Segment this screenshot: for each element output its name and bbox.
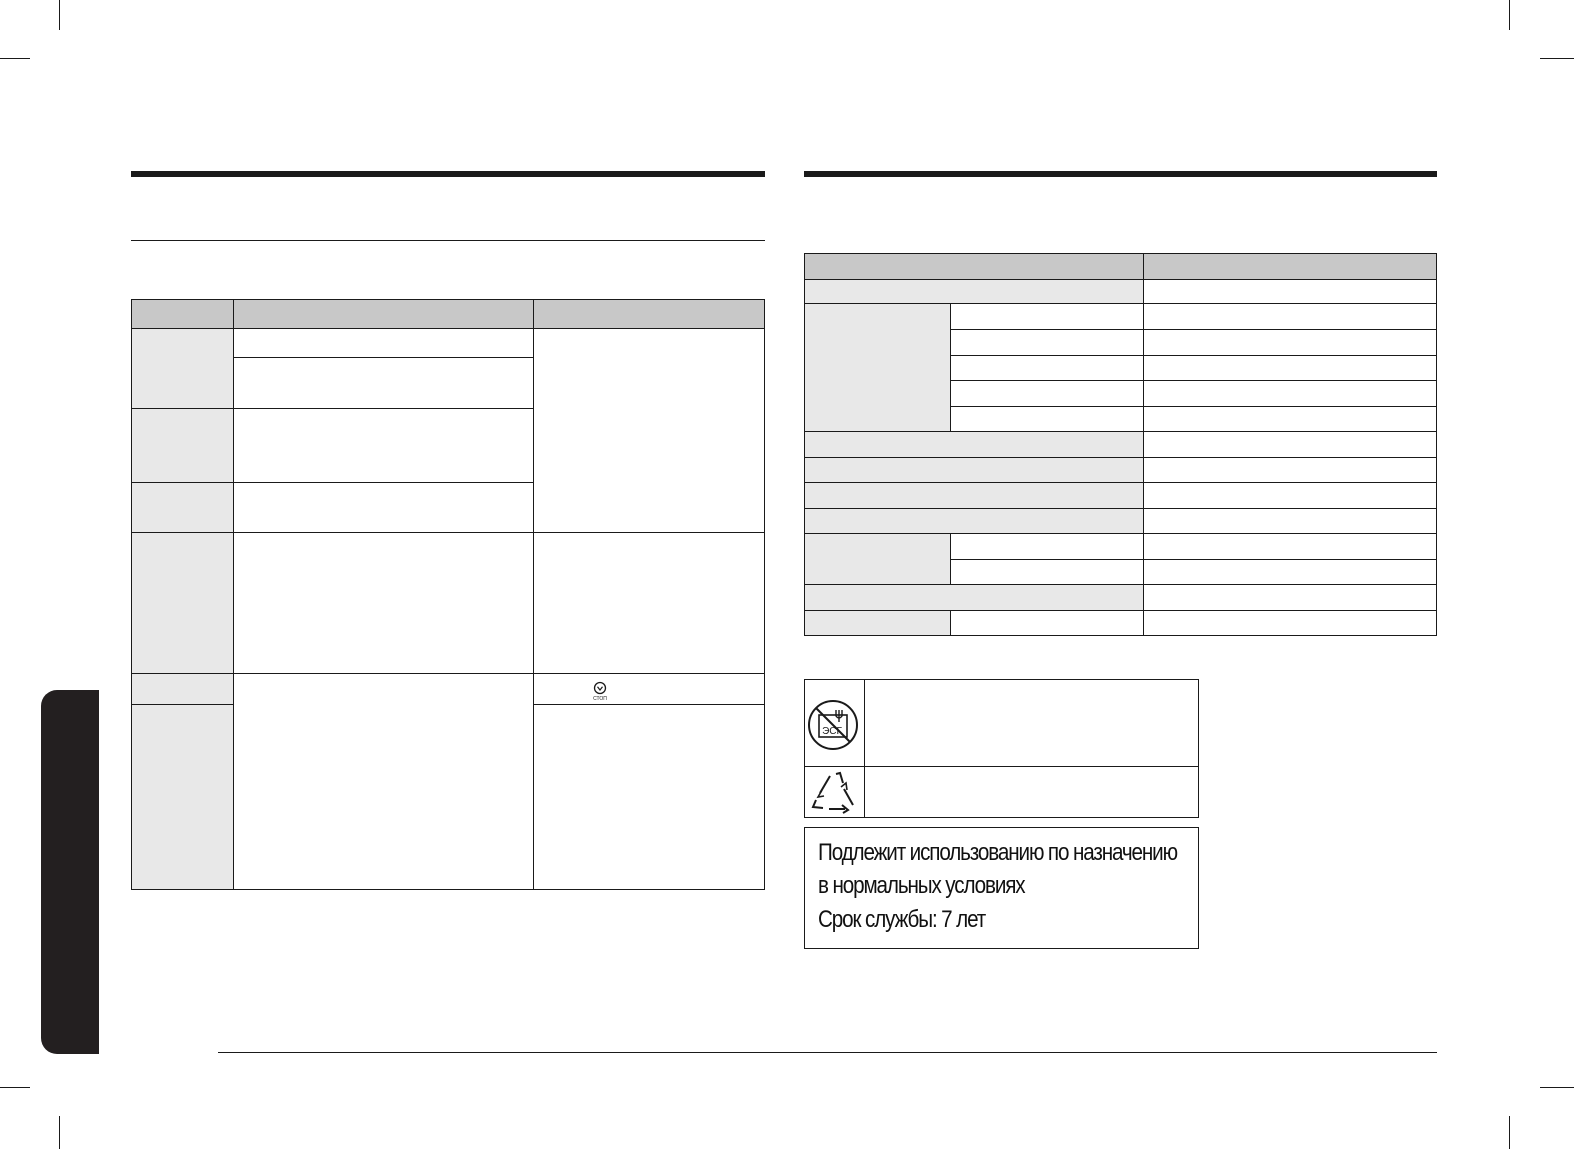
row-divider	[533, 704, 765, 705]
left-subheading-rule	[131, 240, 765, 241]
notice-line-1: Подлежит использованию по назначению	[818, 839, 1177, 866]
row-divider	[950, 559, 1437, 560]
row-divider	[804, 431, 1437, 432]
row-divider	[950, 329, 1437, 330]
row-divider	[804, 482, 1437, 483]
column-divider	[533, 299, 534, 890]
crop-mark	[59, 0, 60, 30]
crop-mark	[1509, 1116, 1510, 1149]
stop-label: СТОП	[593, 696, 607, 701]
row-divider	[804, 279, 1437, 280]
row-divider	[131, 532, 765, 533]
crop-mark	[0, 58, 30, 59]
column-divider	[950, 303, 951, 431]
row-divider	[804, 584, 1437, 585]
row-divider	[950, 380, 1437, 381]
no-dishwasher-icon	[806, 698, 860, 752]
crop-mark	[1540, 58, 1574, 59]
footer-rule	[218, 1052, 1437, 1053]
row-divider	[804, 303, 1437, 304]
row-divider	[804, 766, 1199, 767]
row-divider	[804, 457, 1437, 458]
left-section-rule	[131, 171, 765, 177]
row-divider	[131, 328, 765, 329]
table-frame	[804, 253, 1437, 636]
right-section-rule	[804, 171, 1437, 177]
column-divider	[1143, 253, 1144, 636]
crop-mark	[59, 1116, 60, 1149]
notice-line-2: в нормальных условиях	[818, 872, 1025, 899]
row-divider	[131, 704, 233, 705]
column-divider	[233, 299, 234, 890]
row-divider	[804, 610, 1437, 611]
table-frame	[131, 299, 765, 890]
row-divider	[804, 533, 1437, 534]
column-divider	[864, 679, 865, 818]
row-divider	[131, 673, 765, 674]
crop-mark	[1509, 0, 1510, 30]
crop-mark	[0, 1087, 30, 1088]
row-divider	[233, 357, 533, 358]
row-divider	[131, 408, 533, 409]
no-dishwasher-label: ЭСГ	[822, 726, 842, 737]
section-tab	[41, 690, 99, 1054]
row-divider	[950, 406, 1437, 407]
stop-button-icon	[590, 681, 610, 701]
notice-line-3: Срок службы: 7 лет	[818, 906, 986, 933]
row-divider	[804, 508, 1437, 509]
row-divider	[131, 482, 533, 483]
column-divider	[950, 610, 951, 636]
crop-mark	[1540, 1087, 1574, 1088]
row-divider	[950, 355, 1437, 356]
recycle-icon	[810, 770, 858, 814]
